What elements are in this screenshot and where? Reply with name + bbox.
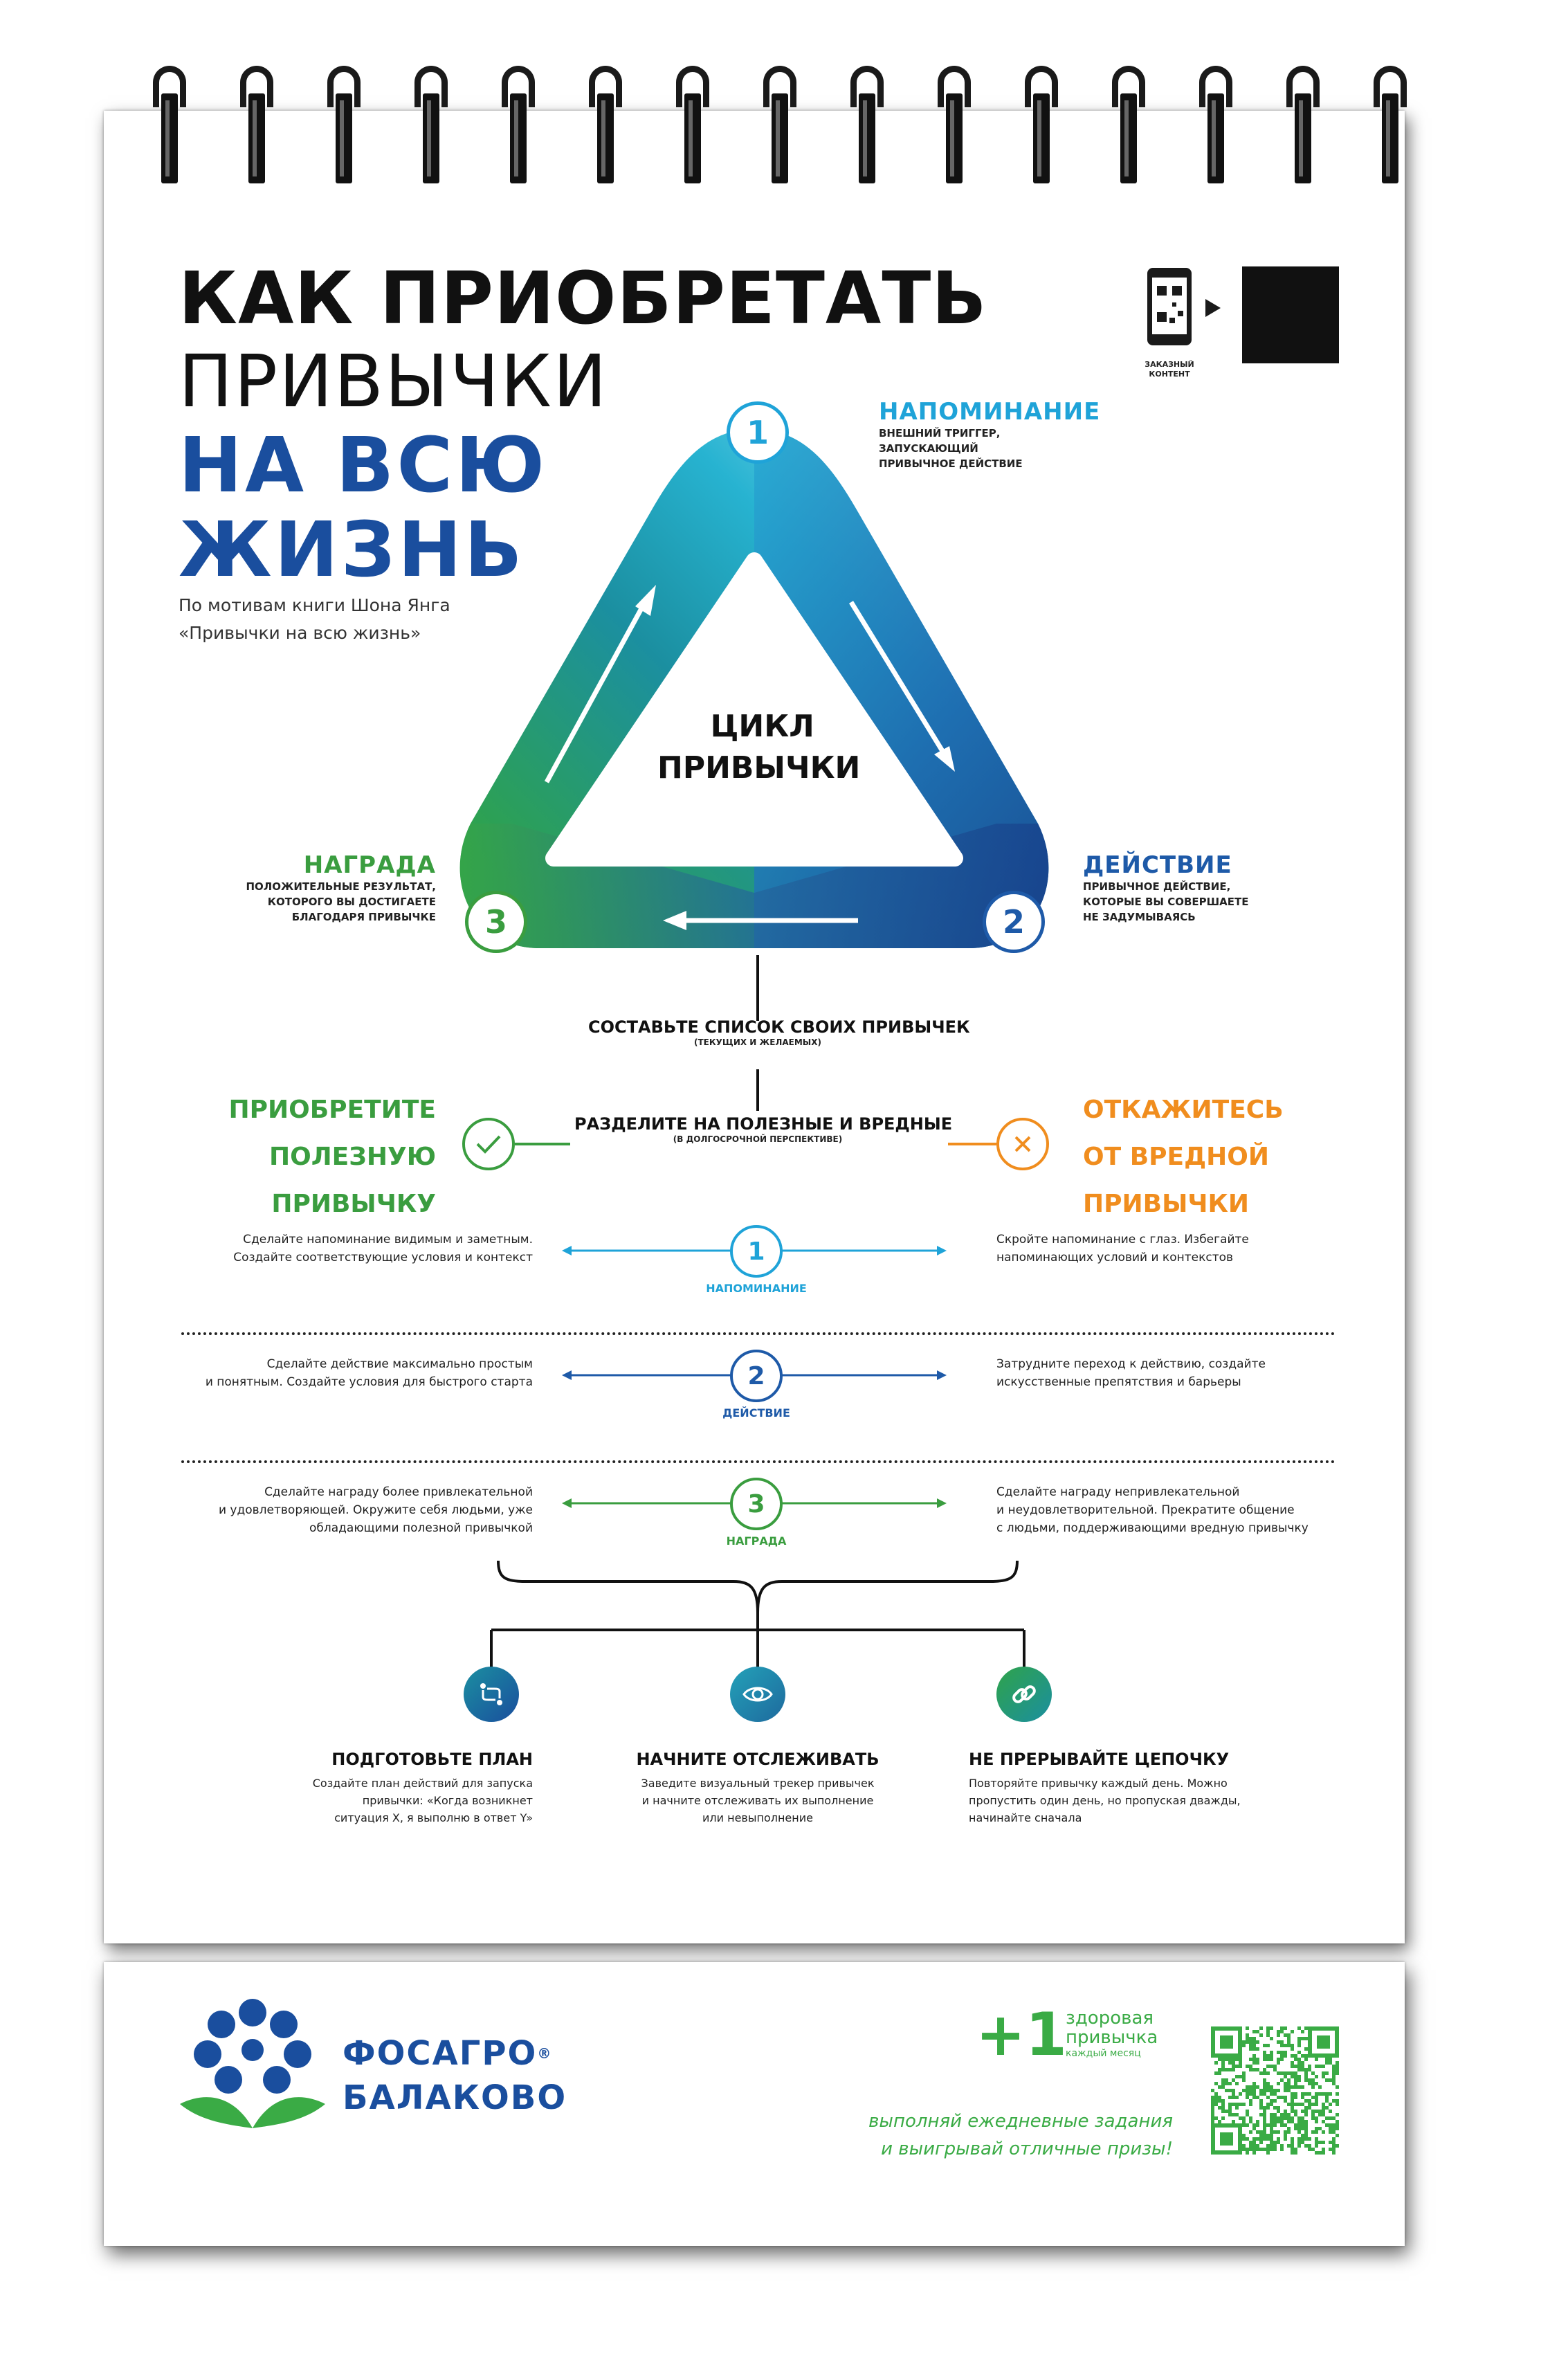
- connector-line-2: [756, 1069, 759, 1111]
- tip-2-desc-line: и начните отслеживать их выполнение: [641, 1794, 874, 1807]
- connector-line: [756, 955, 759, 1021]
- brand-reg: ®: [537, 2045, 553, 2062]
- step-2-desc-2: КОТОРЫЕ ВЫ СОВЕРШАЕТЕ: [1083, 896, 1249, 908]
- bad-habit-label: [1083, 1087, 1284, 1228]
- cta-line-2: и выигрывай отличные призы!: [881, 2139, 1173, 2159]
- good-line-3: ПРИВЫЧКУ: [271, 1190, 436, 1218]
- step-2-desc-3: НЕ ЗАДУМЫВАЯСЬ: [1083, 911, 1196, 923]
- subtitle: [179, 592, 450, 647]
- step-1-desc-1: ВНЕШНИЙ ТРИГГЕР,: [879, 427, 1001, 439]
- row-1-bad-text: [996, 1231, 1249, 1267]
- row-1-bad-line: напоминающих условий и контекстов: [996, 1251, 1234, 1264]
- cta-text: [796, 2107, 1173, 2163]
- row-3-good-line: и удовлетворяющей. Окружите себя людьми, уже: [218, 1503, 533, 1517]
- habit-line-1: здоровая: [1066, 2008, 1154, 2029]
- row-3-badge: 3: [730, 1478, 783, 1530]
- step-3-title: НАГРАДА: [303, 851, 436, 879]
- tip-3-desc-line: Повторяйте привычку каждый день. Можно: [969, 1777, 1228, 1790]
- list-title: СОСТАВЬТЕ СПИСОК СВОИХ ПРИВЫЧЕК: [588, 1017, 970, 1037]
- tip-1-desc-line: ситуация X, я выполню в ответ Y»: [334, 1811, 533, 1824]
- row-3-bad-text: [996, 1483, 1309, 1537]
- cycle-center-label: [657, 706, 861, 789]
- habit-text: [1066, 2008, 1158, 2060]
- step-1-badge: 1: [727, 401, 789, 464]
- row-3-bad-line: с людьми, поддерживающими вредную привычку: [996, 1521, 1309, 1535]
- row-2-bad-text: [996, 1355, 1266, 1391]
- bad-line-2: ОТ ВРЕДНОЙ: [1083, 1143, 1270, 1171]
- step-3-desc-1: ПОЛОЖИТЕЛЬНЫЕ РЕЗУЛЬТАТ,: [246, 880, 436, 893]
- spiral-ring: [1195, 66, 1237, 190]
- row-2-badge: 2: [730, 1350, 783, 1402]
- chain-icon: [996, 1667, 1052, 1722]
- step-1-desc-3: ПРИВЫЧНОЕ ДЕЙСТВИЕ: [879, 457, 1023, 470]
- tip-3-desc-line: пропустить один день, но пропуская дважды,: [969, 1794, 1241, 1807]
- row-1-good-text: [138, 1231, 533, 1267]
- habit-line-3: каждый месяц: [1066, 2048, 1141, 2059]
- title-line-1: КАК ПРИОБРЕТАТЬ: [179, 256, 987, 341]
- step-3-text: [208, 851, 436, 925]
- tip-1-desc-line: Создайте план действий для запуска: [312, 1777, 533, 1790]
- row-1-label: НАПОМИНАНИЕ: [706, 1282, 807, 1295]
- bad-line-3: ПРИВЫЧКИ: [1083, 1190, 1250, 1218]
- tip-2: [592, 1750, 924, 1826]
- good-habit-label: [228, 1087, 436, 1228]
- row-1-bad-line: Скройте напоминание с глаз. Избегайте: [996, 1233, 1249, 1246]
- title-line-4: ЖИЗНЬ: [179, 505, 525, 594]
- qr-caption: ЗАКАЗНЫЙ КОНТЕНТ: [1145, 360, 1194, 379]
- spiral-ring: [759, 66, 801, 190]
- row-2-bad-line: Затрудните переход к действию, создайте: [996, 1357, 1266, 1371]
- row-1-good-line: Сделайте напоминание видимым и заметным.: [243, 1233, 533, 1246]
- spiral-ring: [585, 66, 626, 190]
- step-2-text: [1083, 851, 1249, 925]
- spiral-ring: [410, 66, 452, 190]
- step-3-badge: 3: [465, 891, 527, 953]
- title-line-3: НА ВСЮ: [179, 421, 548, 509]
- cross-icon: [996, 1118, 1049, 1170]
- row-3-good-line: Сделайте награду более привлекательной: [264, 1485, 533, 1499]
- spiral-ring: [323, 66, 365, 190]
- plan-icon: [464, 1667, 519, 1722]
- row-3-bad-line: Сделайте награду непривлекательной: [996, 1485, 1240, 1499]
- split-subtitle: (В ДОЛГОСРОЧНОЙ ПЕРСПЕКТИВЕ): [673, 1134, 843, 1144]
- cta-line-1: выполняй ежедневные задания: [868, 2111, 1173, 2132]
- cycle-center-line-1: ЦИКЛ: [710, 709, 814, 744]
- split-step: [574, 1114, 953, 1145]
- row-3-good-line: обладающими полезной привычкой: [309, 1521, 533, 1535]
- row-2-good-line: и понятным. Создайте условия для быстрого старта: [205, 1375, 533, 1389]
- spiral-ring: [846, 66, 888, 190]
- subtitle-line-1: По мотивам книги Шона Янга: [179, 595, 450, 615]
- bad-connector: [948, 1143, 996, 1145]
- list-step: [588, 1017, 970, 1048]
- spiral-ring: [498, 66, 539, 190]
- spiral-ring: [1108, 66, 1149, 190]
- fosagro-logo-icon: [173, 1993, 332, 2139]
- step-1-text: [879, 398, 1100, 471]
- habit-line-2: привычка: [1066, 2027, 1158, 2048]
- split-title: РАЗДЕЛИТЕ НА ПОЛЕЗНЫЕ И ВРЕДНЫЕ: [574, 1114, 953, 1134]
- spiral-ring: [1282, 66, 1324, 190]
- tip-3-desc-line: начинайте сначала: [969, 1811, 1082, 1824]
- row-3-bad-line: и неудовлетворительной. Прекратите общение: [996, 1503, 1295, 1517]
- step-2-desc-1: ПРИВЫЧНОЕ ДЕЙСТВИЕ,: [1083, 880, 1231, 893]
- brand-line-2: БАЛАКОВО: [343, 2078, 567, 2117]
- spiral-ring: [672, 66, 713, 190]
- spiral-ring: [236, 66, 277, 190]
- row-1-good-line: Создайте соответствующие условия и контекст: [233, 1251, 533, 1264]
- row-2-bad-line: искусственные препятствия и барьеры: [996, 1375, 1241, 1389]
- brace: [484, 1557, 1031, 1620]
- brand-line-1: ФОСАГРО: [343, 2034, 538, 2073]
- tip-2-desc-line: Заведите визуальный трекер привычек: [641, 1777, 875, 1790]
- tip-3: [969, 1750, 1329, 1826]
- row-3-label: НАГРАДА: [726, 1534, 787, 1548]
- habit-cycle-triangle: [443, 408, 1066, 983]
- spiral-ring: [1369, 66, 1411, 190]
- good-line-1: ПРИОБРЕТИТЕ: [228, 1096, 436, 1124]
- spiral-ring: [933, 66, 975, 190]
- step-1-title: НАПОМИНАНИЕ: [879, 398, 1101, 426]
- plus-one: +1: [976, 2000, 1067, 2069]
- tip-2-desc-line: или невыполнение: [702, 1811, 813, 1824]
- spiral-ring: [149, 66, 190, 190]
- divider-1: [181, 1332, 1335, 1335]
- title-line-2: ПРИВЫЧКИ: [179, 339, 608, 424]
- cycle-center-line-2: ПРИВЫЧКИ: [657, 750, 861, 786]
- row-2-good-line: Сделайте действие максимально простым: [266, 1357, 533, 1371]
- row-3-good-text: [138, 1483, 533, 1537]
- subtitle-line-2: «Привычки на всю жизнь»: [179, 623, 421, 643]
- tip-3-title: НЕ ПРЕРЫВАЙТЕ ЦЕПОЧКУ: [969, 1750, 1230, 1769]
- eye-icon: [730, 1667, 785, 1722]
- tip-2-title: НАЧНИТЕ ОТСЛЕЖИВАТЬ: [636, 1750, 879, 1769]
- row-2-label: ДЕЙСТВИЕ: [722, 1406, 790, 1420]
- row-2-good-text: [138, 1355, 533, 1391]
- list-subtitle: (ТЕКУЩИХ И ЖЕЛАЕМЫХ): [694, 1037, 821, 1047]
- tip-1-desc-line: привычки: «Когда возникнет: [362, 1794, 533, 1807]
- bad-line-1: ОТКАЖИТЕСЬ: [1083, 1096, 1284, 1124]
- brand-name: [343, 2031, 567, 2120]
- good-line-2: ПОЛЕЗНУЮ: [269, 1143, 436, 1171]
- tip-1: [201, 1750, 533, 1826]
- check-icon: [462, 1118, 515, 1170]
- header-qr-code[interactable]: [1242, 266, 1339, 363]
- good-connector: [515, 1143, 570, 1145]
- footer-qr-code[interactable]: [1211, 2026, 1339, 2155]
- divider-2: [181, 1460, 1335, 1463]
- step-3-desc-2: КОТОРОГО ВЫ ДОСТИГАЕТЕ: [267, 896, 436, 908]
- row-1-badge: 1: [730, 1225, 783, 1278]
- arrow-right-icon: [1205, 299, 1221, 317]
- step-1-desc-2: ЗАПУСКАЮЩИЙ: [879, 442, 978, 455]
- step-2-badge: 2: [983, 891, 1045, 953]
- step-3-desc-3: БЛАГОДАРЯ ПРИВЫЧКЕ: [291, 911, 436, 923]
- phone-scan-icon: [1142, 266, 1197, 356]
- step-2-title: ДЕЙСТВИЕ: [1083, 851, 1232, 879]
- spiral-ring: [1021, 66, 1062, 190]
- tip-1-title: ПОДГОТОВЬТЕ ПЛАН: [331, 1750, 533, 1769]
- tips-connector: [484, 1613, 1038, 1675]
